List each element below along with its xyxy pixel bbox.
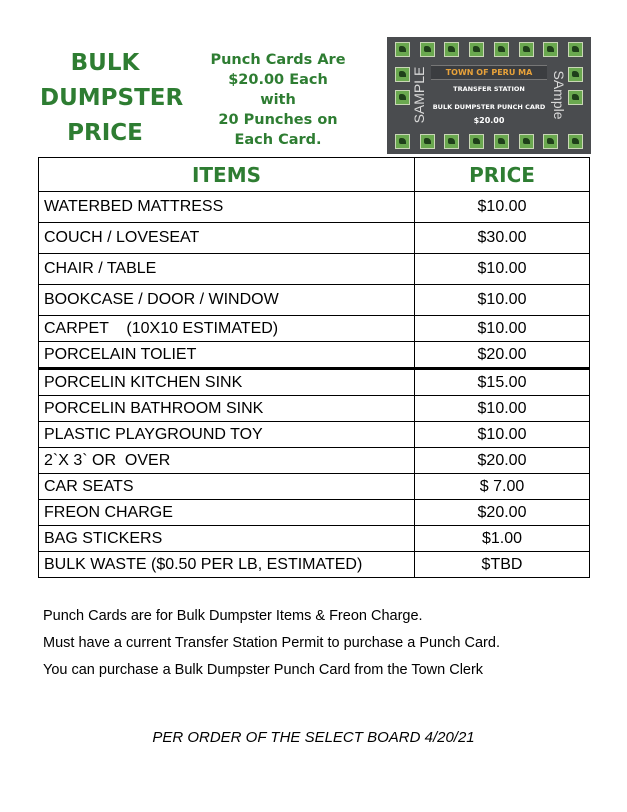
table-row	[39, 396, 590, 422]
moose-icon	[568, 134, 583, 149]
item-cell: 2`X 3` OR OVER	[39, 448, 415, 474]
table-row	[39, 474, 590, 500]
card-kind: BULK DUMPSTER PUNCH CARD	[432, 103, 546, 111]
item-cell: CARPET (10X10 ESTIMATED)	[39, 316, 415, 342]
moose-icon	[469, 42, 484, 57]
item-cell: CAR SEATS	[39, 474, 415, 500]
price-cell: $30.00	[415, 223, 590, 254]
card-station: TRANSFER STATION	[453, 85, 525, 93]
page-title	[40, 46, 184, 151]
price-cell: $1.00	[415, 526, 590, 552]
moose-icon	[395, 90, 410, 105]
table-row	[39, 552, 590, 578]
item-cell: COUCH / LOVESEAT	[39, 223, 415, 254]
table-row	[39, 500, 590, 526]
table-row	[39, 254, 590, 285]
card-town: TOWN OF PERU MA	[431, 65, 547, 80]
notes	[43, 603, 500, 684]
item-cell: BOOKCASE / DOOR / WINDOW	[39, 285, 415, 316]
card-icon-col-right	[568, 67, 583, 105]
moose-icon	[519, 134, 534, 149]
item-cell: BAG STICKERS	[39, 526, 415, 552]
moose-icon	[420, 42, 435, 57]
note-line: You can purchase a Bulk Dumpster Punch Card from the Town Clerk	[43, 662, 484, 678]
moose-icon	[543, 42, 558, 57]
price-cell: $15.00	[415, 369, 590, 396]
price-cell: $10.00	[415, 422, 590, 448]
price-cell: $10.00	[415, 254, 590, 285]
table-row	[39, 316, 590, 342]
table-row	[39, 526, 590, 552]
moose-icon	[469, 134, 484, 149]
item-cell: PLASTIC PLAYGROUND TOY	[39, 422, 415, 448]
card-text	[431, 65, 547, 125]
title-line: DUMPSTER	[40, 85, 184, 111]
moose-icon	[444, 134, 459, 149]
moose-icon	[543, 134, 558, 149]
select-board-order: PER ORDER OF THE SELECT BOARD 4/20/21	[152, 729, 475, 746]
item-cell: FREON CHARGE	[39, 500, 415, 526]
item-cell: CHAIR / TABLE	[39, 254, 415, 285]
card-watermark-right: SAmple	[551, 70, 567, 120]
items-header: ITEMS	[39, 158, 415, 192]
item-cell: PORCELIN KITCHEN SINK	[39, 369, 415, 396]
price-cell: $10.00	[415, 285, 590, 316]
price-cell: $10.00	[415, 192, 590, 223]
table-row	[39, 223, 590, 254]
punch-card-note	[208, 50, 348, 150]
card-watermark-left: SAMPLE	[411, 66, 427, 124]
price-cell: $10.00	[415, 396, 590, 422]
price-cell: $20.00	[415, 342, 590, 369]
price-cell: $10.00	[415, 316, 590, 342]
moose-icon	[395, 42, 410, 57]
price-cell: $TBD	[415, 552, 590, 578]
moose-icon	[494, 134, 509, 149]
table-row	[39, 192, 590, 223]
card-icon-row-bottom	[395, 134, 583, 149]
note-line: Punch Cards are for Bulk Dumpster Items & Freon Charge.	[43, 608, 423, 624]
table-row	[39, 422, 590, 448]
price-cell: $ 7.00	[415, 474, 590, 500]
table-row	[39, 448, 590, 474]
title-line: PRICE	[67, 120, 143, 146]
punch-note-line: $20.00 Each with	[228, 72, 328, 108]
card-icon-col-left	[395, 67, 410, 105]
moose-icon	[420, 134, 435, 149]
moose-icon	[395, 67, 410, 82]
card-icon-row-top	[395, 42, 583, 57]
punch-note-line: 20 Punches on	[218, 112, 338, 128]
table-row	[39, 369, 590, 396]
item-cell: BULK WASTE ($0.50 PER LB, ESTIMATED)	[39, 552, 415, 578]
moose-icon	[568, 90, 583, 105]
item-cell: WATERBED MATTRESS	[39, 192, 415, 223]
title-line: BULK	[70, 50, 140, 76]
price-cell: $20.00	[415, 448, 590, 474]
table-row	[39, 285, 590, 316]
price-cell: $20.00	[415, 500, 590, 526]
table-row	[39, 342, 590, 369]
table-header-row	[39, 158, 590, 192]
moose-icon	[519, 42, 534, 57]
punch-note-line: Punch Cards Are	[210, 52, 346, 68]
price-header: PRICE	[415, 158, 590, 192]
moose-icon	[444, 42, 459, 57]
item-cell: PORCELIN BATHROOM SINK	[39, 396, 415, 422]
moose-icon	[494, 42, 509, 57]
sample-punch-card	[387, 37, 591, 154]
price-table	[38, 157, 590, 578]
item-cell: PORCELAIN TOLIET	[39, 342, 415, 369]
moose-icon	[568, 42, 583, 57]
moose-icon	[568, 67, 583, 82]
punch-note-line: Each Card.	[234, 132, 322, 148]
note-line: Must have a current Transfer Station Permit to purchase a Punch Card.	[43, 635, 500, 651]
card-price: $20.00	[473, 116, 505, 125]
moose-icon	[395, 134, 410, 149]
